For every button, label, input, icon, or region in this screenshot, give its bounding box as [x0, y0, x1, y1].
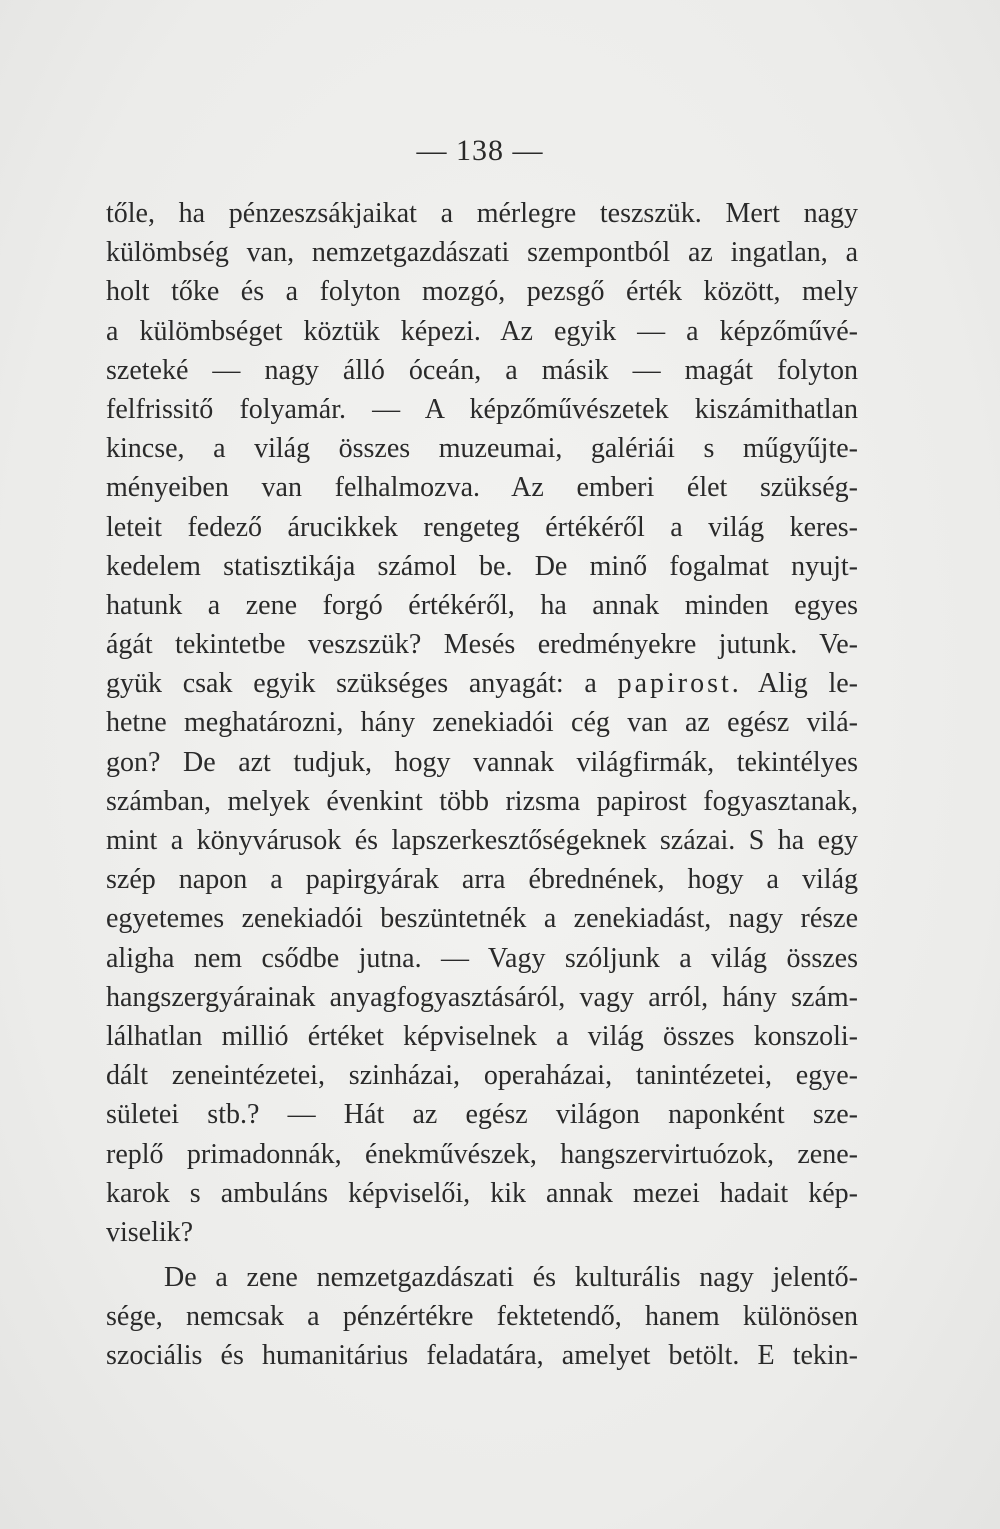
- line-part: gyük csak egyik szükséges anyagát: a: [106, 668, 618, 700]
- page-number: — 138 —: [416, 134, 544, 167]
- text-line: külömbség van, nemzetgazdászati szempontból az ingatlan, a: [106, 237, 858, 269]
- text-line: ágát tekintetbe veszszük? Mesés eredményekre jutunk. Ve-: [106, 629, 858, 661]
- text-line: hangszergyárainak anyagfogyasztásáról, vagy arról, hány szám-: [106, 981, 858, 1013]
- text-line: kedelem statisztikája számol be. De minő fogalmat nyujt-: [106, 550, 858, 582]
- text-line: kincse, a világ összes muzeumai, galériái s műgyűjte-: [106, 433, 858, 465]
- emphasized-word: papirost: [617, 668, 732, 700]
- text-line: holt tőke és a folyton mozgó, pezsgő érték között, mely: [106, 276, 858, 308]
- text-line: szociális és humanitárius feladatára, amelyet betölt. E tekin-: [106, 1340, 858, 1372]
- text-line: dált zeneintézetei, szinházai, operaházai, tanintézetei, egye-: [106, 1060, 858, 1092]
- text-line: aligha nem csődbe jutna. — Vagy szóljunk a világ összes: [106, 942, 858, 974]
- text-line: hatunk a zene forgó értékéről, ha annak minden egyes: [106, 589, 858, 621]
- line-part: . Alig le-: [731, 668, 858, 700]
- body-text: [106, 194, 858, 1376]
- text-line-emphasis: [106, 664, 858, 703]
- text-line: számban, melyek évenkint több rizsma papirost fogyasztanak,: [106, 785, 858, 817]
- text-line: De a zene nemzetgazdászati és kulturális nagy jelentő-: [164, 1262, 858, 1294]
- text-line: hetne meghatározni, hány zenekiadói cég van az egész vilá-: [106, 707, 858, 739]
- text-line: ményeiben van felhalmozva. Az emberi élet szükség-: [106, 472, 858, 504]
- text-line: egyetemes zenekiadói beszüntetnék a zenekiadást, nagy része: [106, 903, 858, 935]
- text-line: mint a könyvárusok és lapszerkesztőségeknek százai. S ha egy: [106, 825, 858, 856]
- text-line: felfrissitő folyamár. — A képzőművészetek kiszámithatlan: [106, 393, 858, 425]
- text-line: leteit fedező árucikkek rengeteg értékéről a világ keres-: [106, 511, 858, 543]
- text-line: a külömbséget köztük képezi. Az egyik — a képzőművé-: [106, 315, 858, 347]
- text-line: tőle, ha pénzeszsákjaikat a mérlegre teszszük. Mert nagy: [106, 198, 858, 229]
- text-line: viselik?: [106, 1216, 194, 1248]
- text-line: sületei stb.? — Hát az egész világon naponként sze-: [106, 1099, 858, 1131]
- text-line: lálhatlan millió értéket képviselnek a világ összes konszoli-: [106, 1020, 858, 1052]
- text-line: replő primadonnák, énekművészek, hangszervirtuózok, zene-: [106, 1138, 858, 1170]
- text-line: gon? De azt tudjuk, hogy vannak világfirmák, tekintélyes: [106, 746, 858, 778]
- text-line: sége, nemcsak a pénzértékre fektetendő, hanem különösen: [106, 1301, 858, 1333]
- text-line: szeteké — nagy álló óceán, a másik — magát folyton: [106, 354, 858, 386]
- text-line: karok s ambuláns képviselői, kik annak mezei hadait kép-: [106, 1177, 858, 1209]
- text-line: szép napon a papirgyárak arra ébrednének, hogy a világ: [106, 864, 858, 896]
